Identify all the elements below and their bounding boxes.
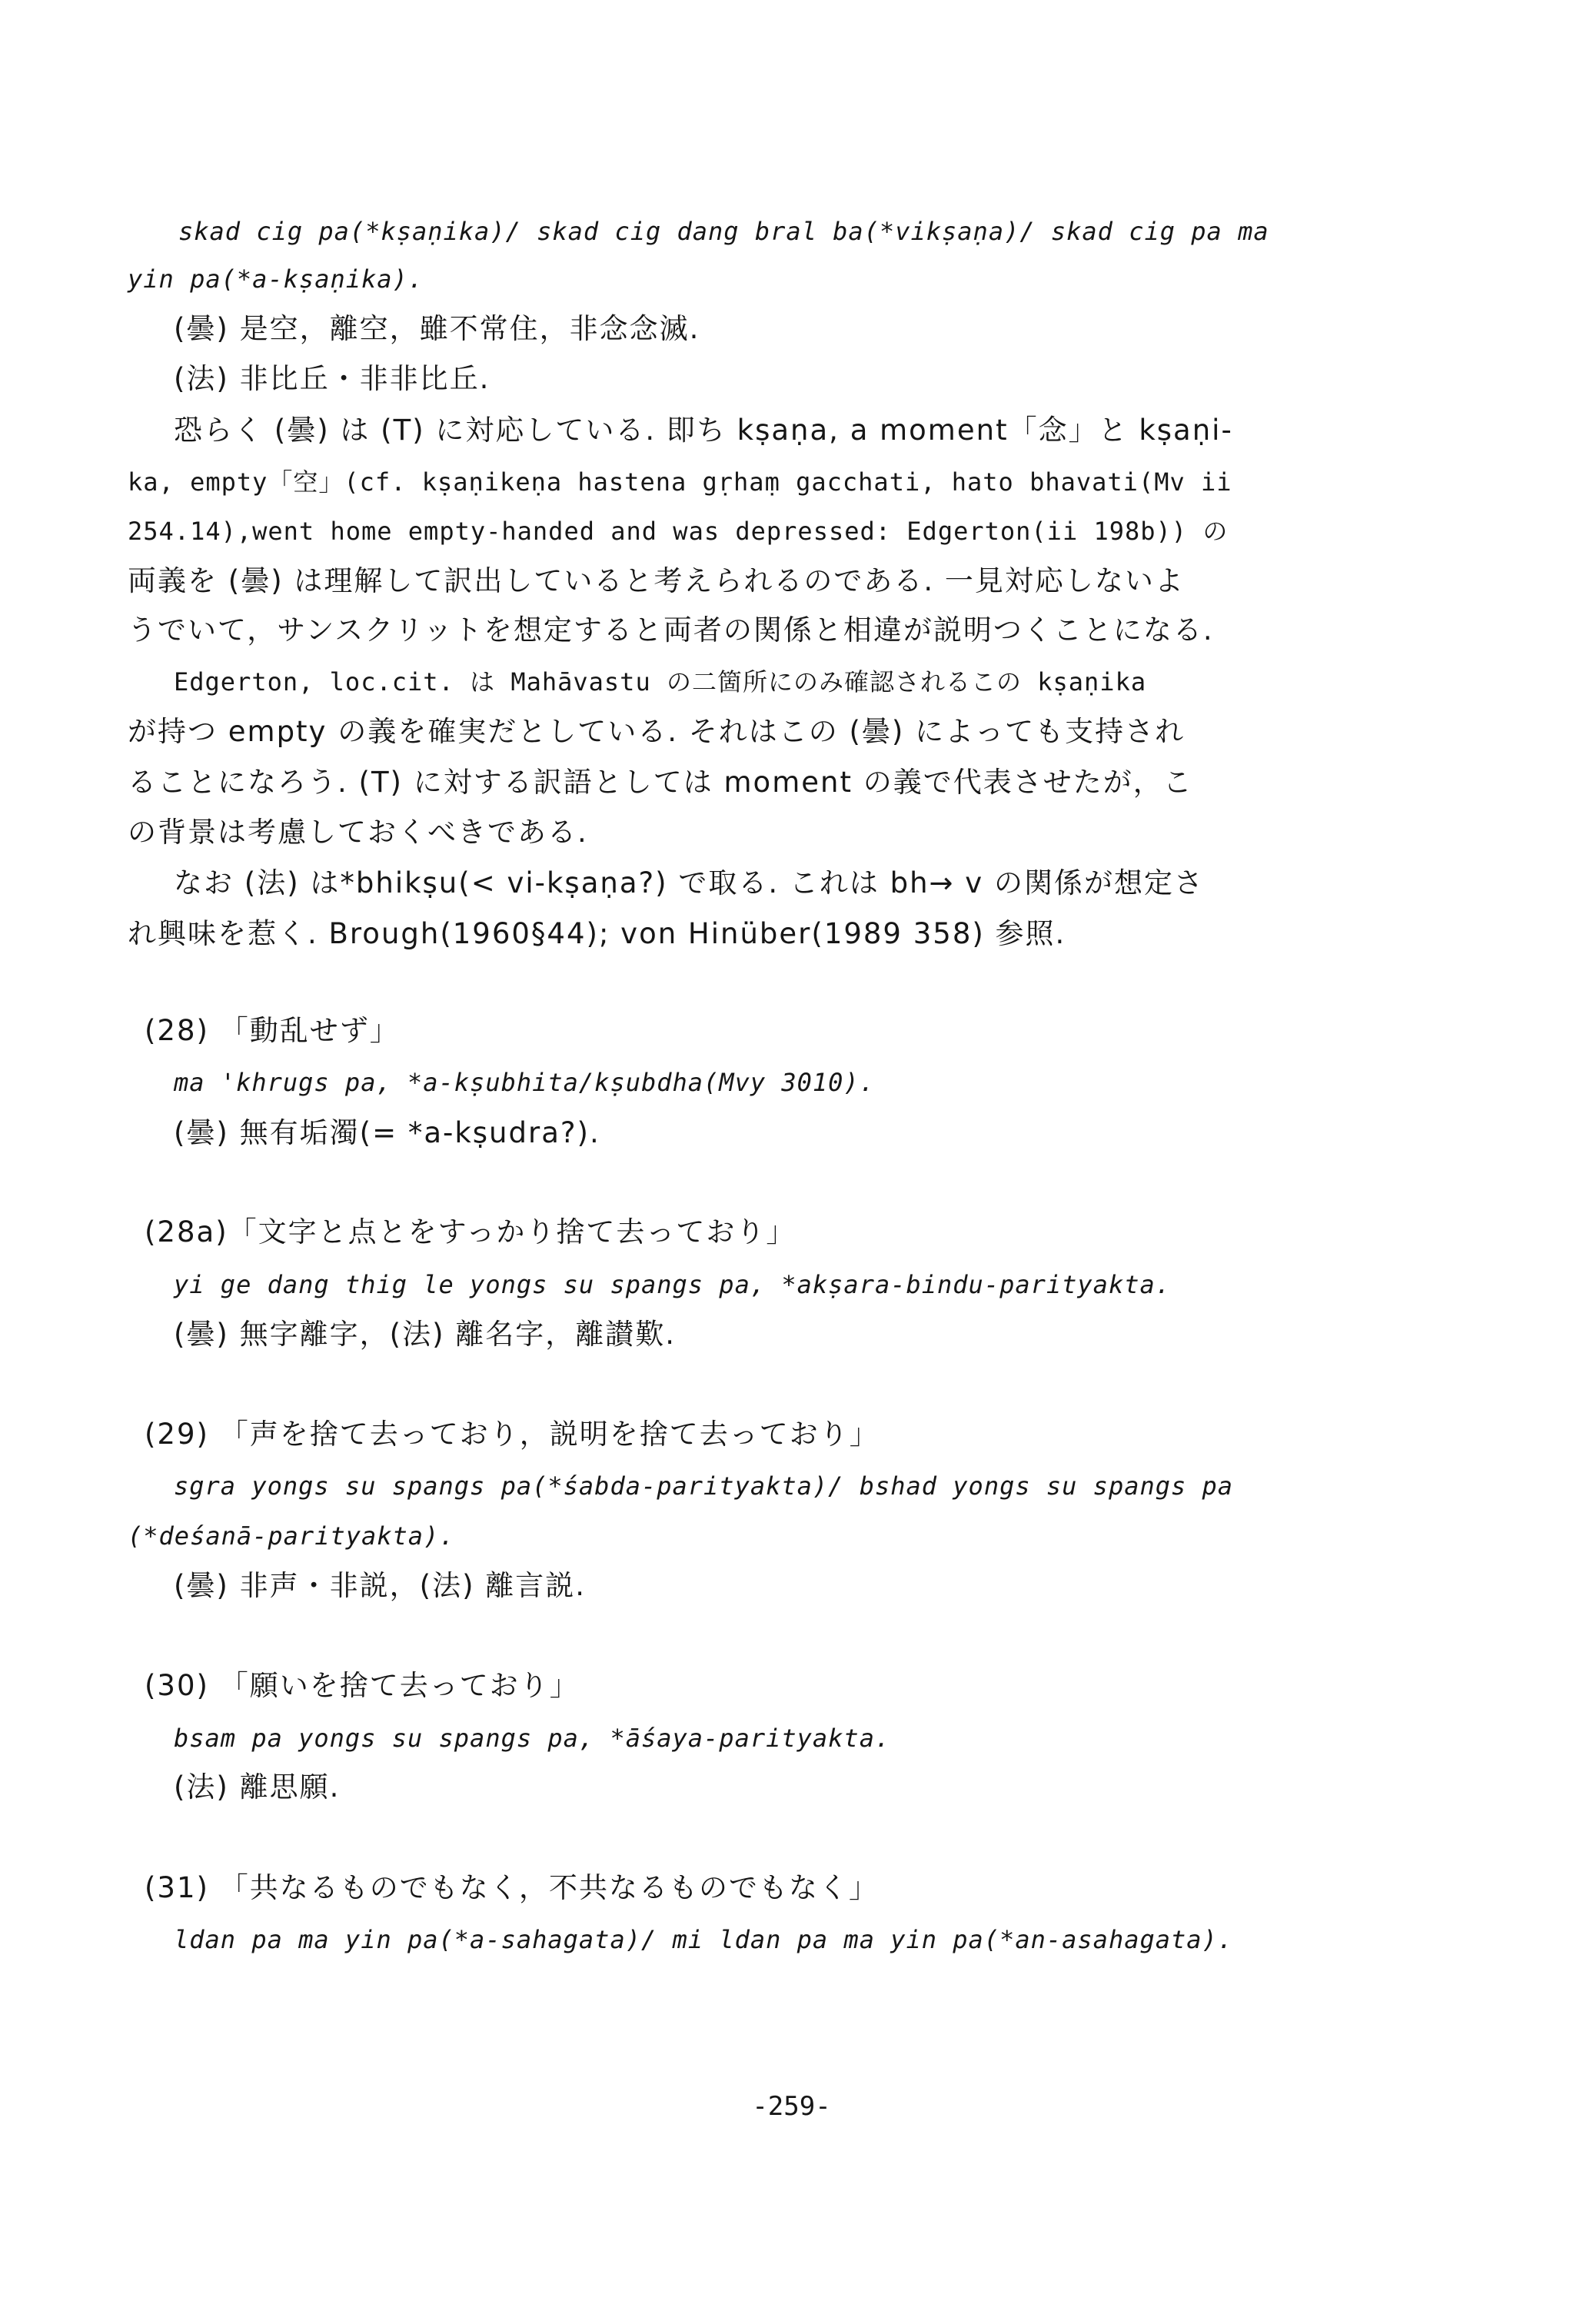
text-line: 両義を (曇) は理解して訳出していると考えられるのである. 一見対応しないよ	[128, 564, 1185, 597]
entry-heading: (30) 「願いを捨て去っており」	[145, 1669, 580, 1702]
text-line: が持つ empty の義を確実だとしている. それはこの (曇) によっても支持され	[128, 715, 1186, 748]
text-line: (*deśanā-parityakta).	[128, 1521, 455, 1551]
text-line: なお (法) は*bhikṣu(< vi-kṣaṇa?) で取る. これは bh→ v の関係が想定さ	[174, 866, 1204, 899]
entry-heading: (28a)「文字と点とをすっかり捨て去っており」	[145, 1215, 796, 1248]
text-line: れ興味を惹く. Brough(1960§44); von Hinüber(1989 358) 参照.	[128, 917, 1066, 950]
entry-heading: (28) 「動乱せず」	[145, 1014, 400, 1047]
text-line: sgra yongs su spangs pa(*śabda-parityakta)/ bshad yongs su spangs pa	[174, 1471, 1234, 1501]
text-line: (曇) 是空，離空，雖不常住，非念念滅.	[174, 312, 700, 345]
text-line: ることになろう. (T) に対する訳語としては moment の義で代表させたが，こ	[128, 766, 1193, 799]
text-line: 恐らく (曇) は (T) に対応している. 即ち kṣaṇa, a moment「念」と kṣaṇi-	[174, 414, 1233, 447]
text-line: ma 'khrugs pa, *a-kṣubhita/kṣubdha(Mvy 3010).	[174, 1068, 875, 1097]
text-line: (法) 離思願.	[174, 1770, 341, 1804]
text-line: bsam pa yongs su spangs pa, *āśaya-parityakta.	[174, 1724, 891, 1753]
page-number: -259-	[752, 2091, 831, 2122]
text-line: ka, empty「空」(cf. kṣaṇikeṇa hastena gṛhaṃ gacchati, hato bhavati(Mv ii	[128, 467, 1232, 497]
text-line: うでいて，サンスクリットを想定すると両者の関係と相違が説明つくことになる.	[128, 613, 1214, 647]
text-line: (曇) 非声・非説，(法) 離言説.	[174, 1569, 587, 1602]
text-line: の背景は考慮しておくべきである.	[128, 816, 588, 849]
entry-heading: (29) 「声を捨て去っており，説明を捨て去っており」	[145, 1418, 880, 1451]
text-line: skad cig pa(*kṣaṇika)/ skad cig dang bral ba(*vikṣaṇa)/ skad cig pa ma	[178, 217, 1269, 246]
text-line: Edgerton, loc.cit. は Mahāvastu の二箇所にのみ確認されるこの kṣaṇika	[174, 667, 1147, 697]
text-line: ldan pa ma yin pa(*a-sahagata)/ mi ldan pa ma yin pa(*an-asahagata).	[174, 1925, 1234, 1954]
text-line: (曇) 無有垢濁(= *a-kṣudra?).	[174, 1116, 600, 1149]
text-line: (曇) 無字離字，(法) 離名字，離讃歎.	[174, 1318, 677, 1351]
text-line: (法) 非比丘・非非比丘.	[174, 362, 491, 395]
entry-heading: (31) 「共なるものでもなく，不共なるものでもなく」	[145, 1871, 879, 1904]
text-line: 254.14),went home empty-handed and was depressed: Edgerton(ii 198b)) の	[128, 517, 1229, 546]
text-line: yin pa(*a-kṣaṇika).	[128, 264, 424, 294]
text-line: yi ge dang thig le yongs su spangs pa, *akṣara-bindu-parityakta.	[174, 1270, 1171, 1299]
